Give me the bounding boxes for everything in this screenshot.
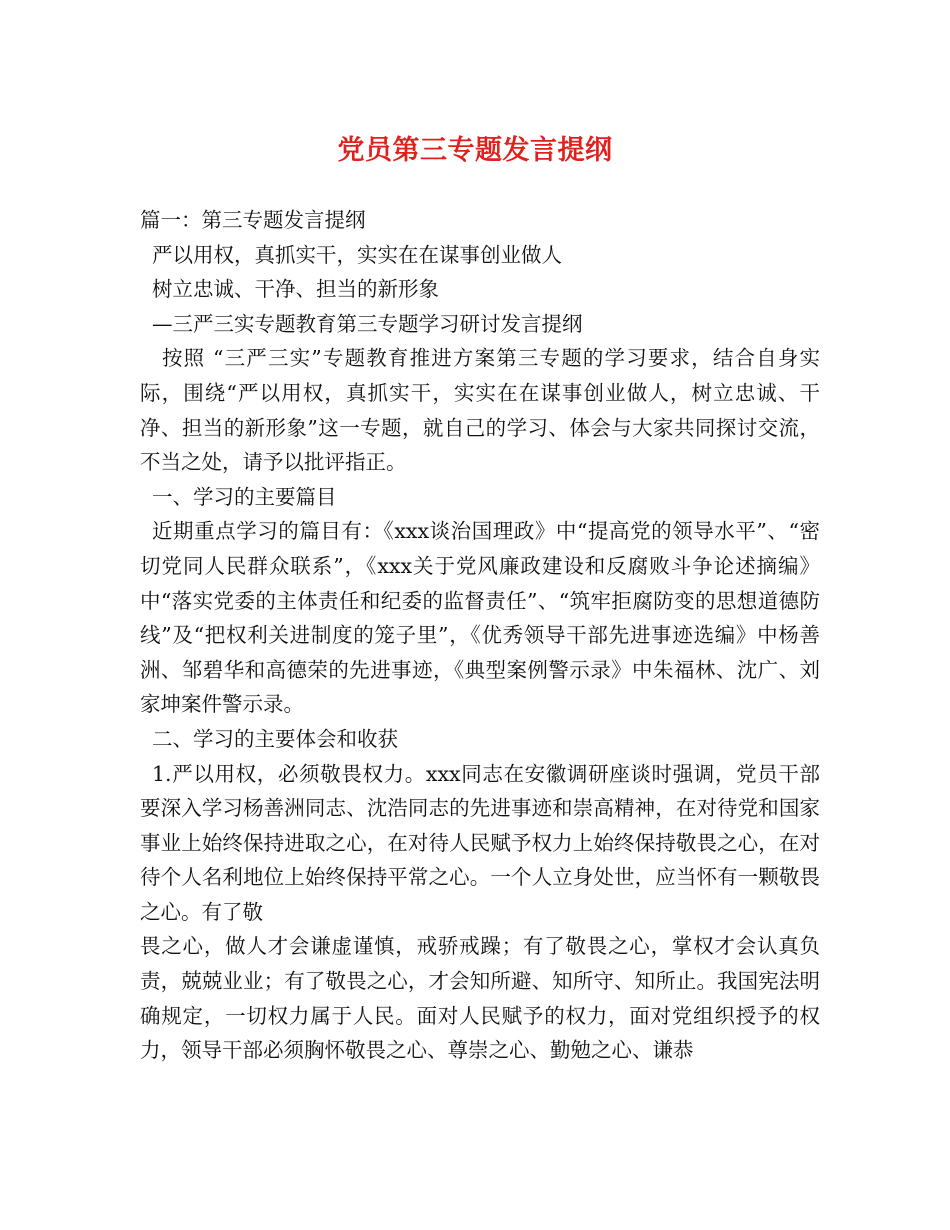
body-paragraph: 1.严以用权，必须敬畏权力。xxx同志在安徽调研座谈时强调，党员干部要深入学习杨善洲同志、沈浩同志的先进事迹和崇高精神，在对待党和国家事业上始终保持进取之心，在对待人民赋予权力上始终保持敬畏之心，在对待个人名利地位上始终保持平常之心。一个人立身处世，应当怀有一颗敬畏之心。有了敬 <box>140 761 820 924</box>
subtitle-line: 严以用权，真抓实干，实实在在谋事创业做人 <box>152 242 562 267</box>
section-heading: 二、学习的主要体会和收获 <box>152 726 398 751</box>
section-heading: 一、学习的主要篇目 <box>152 484 337 509</box>
subtitle-line: —三严三实专题教育第三专题学习研讨发言提纲 <box>152 311 583 336</box>
intro-paragraph: 按照 “三严三实”专题教育推进方案第三专题的学习要求，结合自身实际，围绕“严以用权，真抓实干，实实在在谋事创业做人，树立忠诚、干净、担当的新形象”这一专题，就自己的学习、体会与大家共同探讨交流，不当之处，请予以批评指正。 <box>140 346 820 475</box>
document-body <box>140 203 820 1068</box>
body-paragraph: 畏之心，做人才会谦虚谨慎，戒骄戒躁；有了敬畏之心，掌权才会认真负责，兢兢业业；有了敬畏之心，才会知所避、知所守、知所止。我国宪法明确规定，一切权力属于人民。面对人民赋予的权力，面对党组织授予的权力，领导干部必须胸怀敬畏之心、尊崇之心、勤勉之心、谦恭 <box>140 934 820 1063</box>
body-paragraph: 近期重点学习的篇目有：《xxx谈治国理政》中“提高党的领导水平”、“密切党同人民群众联系”，《xxx关于党风廉政建设和反腐败斗争论述摘编》中“落实党委的主体责任和纪委的监督责任”、“筑牢拒腐防变的思想道德防线”及“把权利关进制度的笼子里”，《优秀领导干部先进事迹选编》中杨善洲、邹碧华和高德荣的先进事迹，《典型案例警示录》中朱福林、沈广、刘家坤案件警示录。 <box>140 519 820 717</box>
document-title: 党员第三专题发言提纲 <box>337 135 613 166</box>
subtitle-line: 树立忠诚、干净、担当的新形象 <box>152 277 439 302</box>
section-heading: 篇一：第三专题发言提纲 <box>140 208 366 232</box>
